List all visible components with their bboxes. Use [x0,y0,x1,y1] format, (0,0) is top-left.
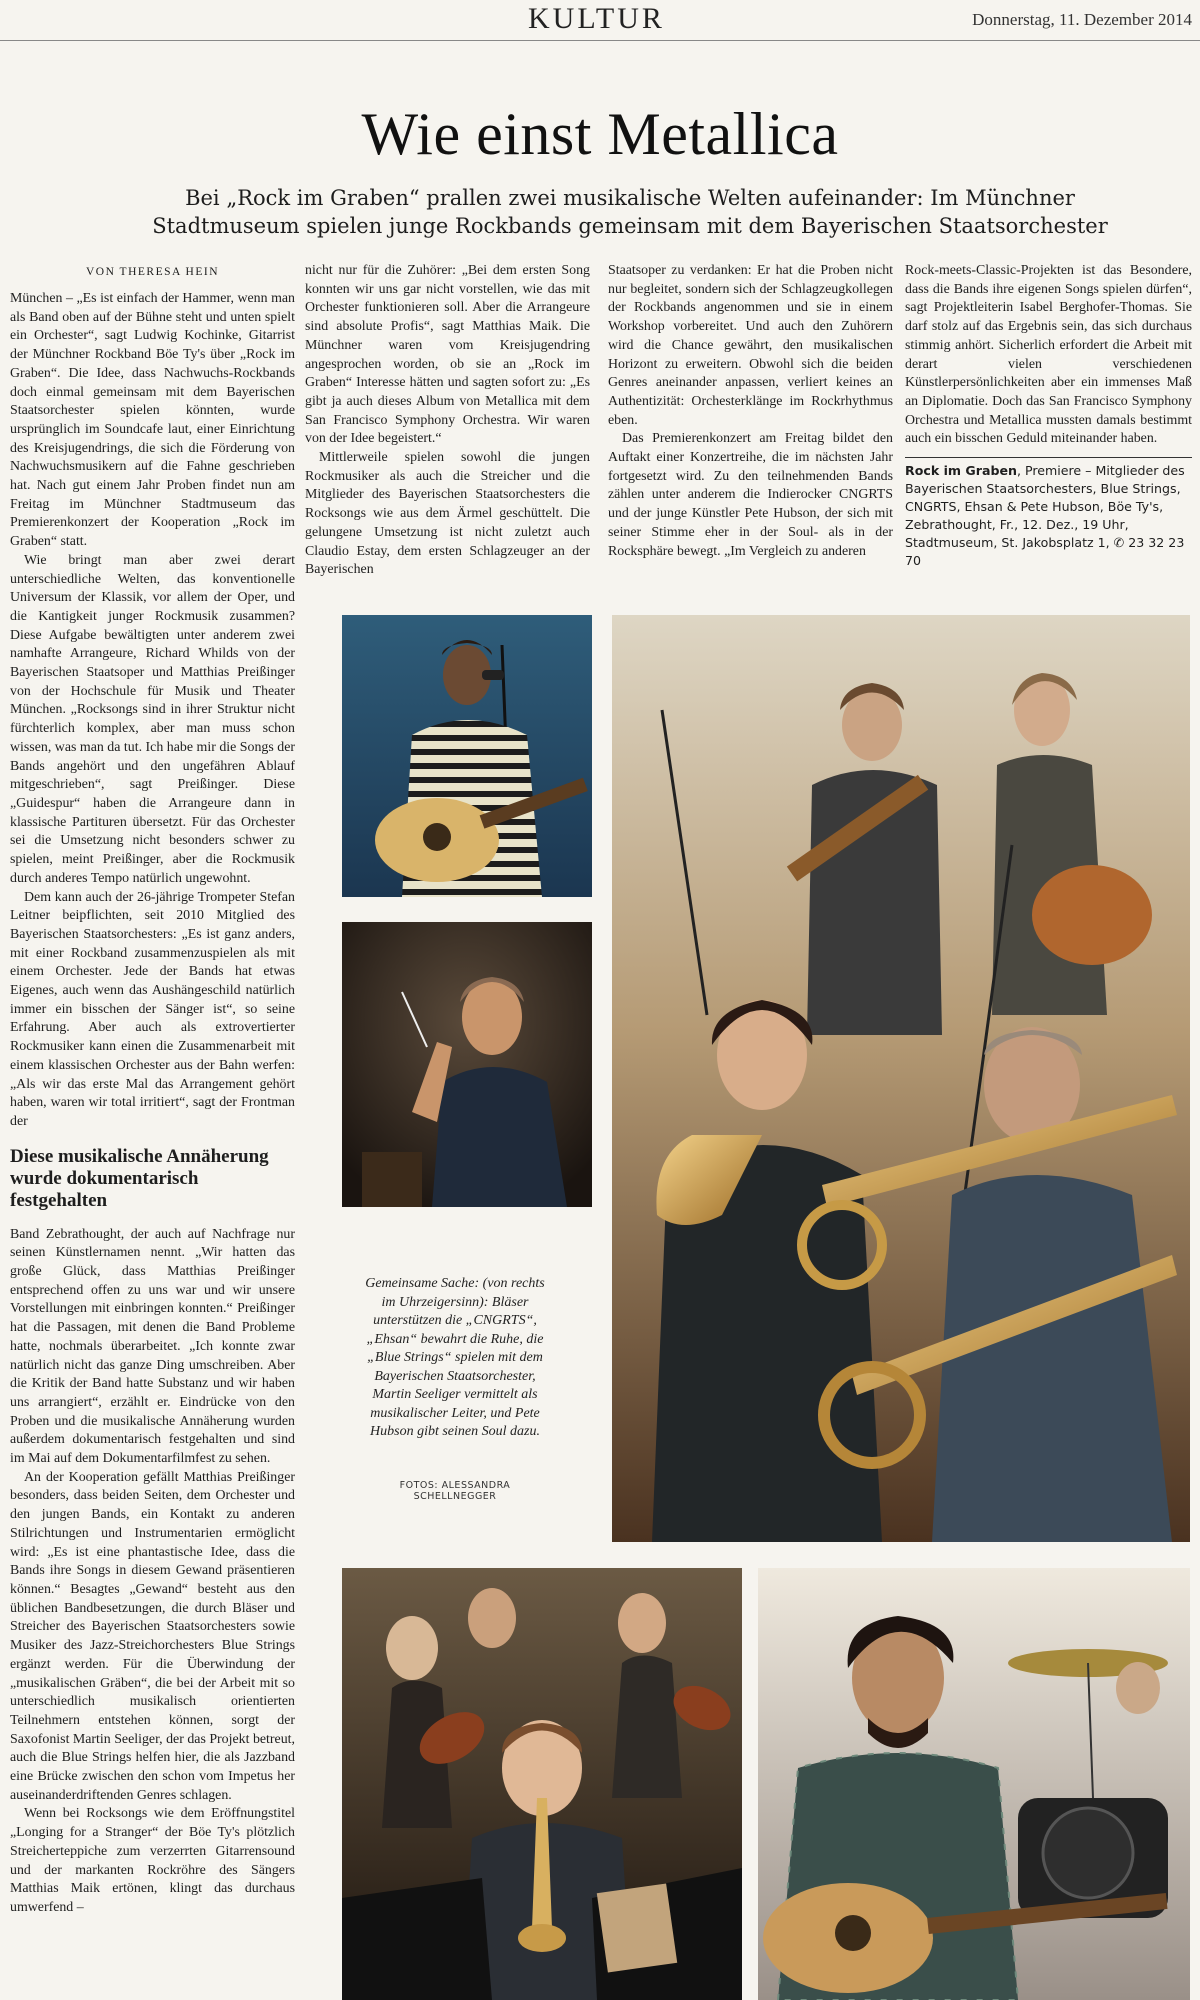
header-rule [0,40,1200,41]
column-4 [905,262,1192,570]
column-2 [305,262,590,580]
infobox-phone: 23 32 23 70 [905,535,1185,569]
paragraph: München – „Es ist einfach der Hammer, wenn man als Band oben auf der Bühne steht und unten spielt ein Orchester“, sagt Ludwig Kochinke, Gitarrist der Münchner Rockband Böe Ty's über „Rock im Graben“. Die Idee, dass Nachwuchs-Rockbands doch einmal gemeinsam mit dem Bayerischen Staatsorchester spielen könnten, wurde ursprünglich im Soundcafe laut, einer Einrichtung des Kreisjugendrings, die sich die Förderung von Nachwuchsmusikern auf die Fahne geschrieben hat. Nach gut einem Jahr Proben findet nun am Freitag im Münchner Stadtmuseum das Premierenkonzert der Kooperation „Rock im Graben“ statt. [10,291,295,550]
article-headline: Wie einst Metallica [361,101,839,167]
photo-credit: FOTOS: ALESSANDRA SCHELLNEGGER [399,1480,511,1502]
paragraph: An der Kooperation gefällt Matthias Preißinger besonders, dass beiden Seiten, dem Orchester und den jungen Bands, ein Kontakt zu anderen Stilrichtungen und Instrumentarien ermöglicht wird: „Es ist eine phantastische Idee, dass die Bands ihre Songs in diesem Gewand präsentieren können.“ Besagtes „Gewand“ besteht aus den üblichen Bandbesetzungen, die durch Bläser und Streicher des Bayerischen Staatsorchesters sowie Musiker des Jazz-Streichorchesters Blue Strings ergänzt werden. Für die Überwindung der „musikalischen Gräben“, die bei der Arbeit mit so unterschiedlich musikalisch orientierten Teilnehmern entstehen können, sorgt der Saxofonist Martin Seeliger, der das Projekt betreut, auch die Blue Strings helfen hier, die als Jazzband eine Brücke zwischen den schon vom Impetus her auseinanderdriftenden Genres schlagen. [10,1469,295,1803]
paragraph: nicht nur für die Zuhörer: „Bei dem ersten Song konnten wir uns gar nicht vorstellen, wie das mit Orchester funktionieren soll. Aber die Arrangeure sind absolute Profis“, sagt Matthias Maik. Die Münchner waren vom Kreisjugendring angesprochen worden, ob sie an „Rock im Graben“ Interesse hätten und sagten sofort zu: „Es gibt ja auch dieses Album von Metallica mit dem San Francisco Symphony Orchestra. Wir waren von der Idee begeistert.“ [305,263,590,447]
column-3 [608,262,893,561]
photo-band-brass [612,615,1190,1542]
infobox-title: Rock im Graben [905,463,1017,479]
infobox-text: , Premiere – Mitglieder des Bayerischen Staatsorchesters, Blue Strings, CNGRTS, Ehsan & Pete Hubson, Böe Ty's, Zebrathought, Fr., 12. Dez., 19 Uhr, Stadtmuseum, St. Jakobsplatz 1, [905,463,1185,551]
paragraph: Mittlerweile spielen sowohl die jungen Rockmusiker als auch die Streicher und die Mitglieder des Bayerischen Staatsorchesters die Rocksongs wie aus dem Ärmel geschüttelt. Die gelungene Umsetzung ist nicht zuletzt auch Claudio Estay, dem ersten Schlagzeuger an der Bayerischen [305,450,590,578]
event-infobox [905,457,1192,570]
crosshead: Diese musikalische Annäherung wurde dokumentarisch festgehalten [10,1145,269,1211]
paragraph: Staatsoper zu verdanken: Er hat die Proben nicht nur begleitet, sondern sich der Schlagzeugkollegen der Rockbands angenommen und sie in einem Workshop vorbereitet. Und auch den Zuhörern wird die Chance gewährt, den musikalischen Horizont zu erweitern. Obwohl sich die beiden Genres aneinander anpassen, verliert keines an Authentizität: Orchesterklänge im Rockrhythmus eben. [608,263,893,428]
article-subheadline: Bei „Rock im Graben“ prallen zwei musikalische Welten aufeinander: Im Münchner Stadtmuseum spielen junge Rockbands gemeinsam mit dem Bayerischen Staatsorchester [152,186,1108,238]
photo-singer-guitar [342,615,592,897]
section-label: KULTUR [528,2,665,35]
byline: VON THERESA HEIN [85,266,220,278]
paragraph: Rock-meets-Classic-Projekten ist das Besondere, dass die Bands ihre eigenen Songs spielen dürfen“, sagt Projektleiterin Isabel Berghofer-Thomas. Sie darf stolz auf das Ergebnis sein, das sich durchaus stimmig anhört. Sicherlich erfordert die Arbeit mit derart vielen verschiedenen Künstlerpersönlichkeiten aber ein immenses Maß an Diplomatie. Doch das San Francisco Symphony Orchestra und Metallica mussten damals bestimmt auch ein bisschen Geduld miteinander haben. [905,263,1192,447]
photo-conductor [342,922,592,1207]
paragraph: Das Premierenkonzert am Freitag bildet den Auftakt einer Konzertreihe, die im nächsten Jahr fortgesetzt wird. Zu den teilnehmenden Bands zählen unter anderem die Indierocker CNGRTS und der junge Künstler Pete Hubson, der sich mit seiner Stimme eher in der Soul- als in der Rocksphäre bewegt. „Im Vergleich zu anderen [608,431,893,559]
issue-date: Donnerstag, 11. Dezember 2014 [972,10,1192,29]
phone-icon: ✆ [1113,535,1125,551]
column-1 [10,290,295,2000]
paragraph: Band Zebrathought, der auch auf Nachfrage nur seinen Künstlernamen nennt. „Wir hatten das große Glück, dass Matthias Preißinger entsprechend offen zu uns war und wir unsere Vorstellungen mit einbringen konnten.“ Preißinger hat die Passagen, mit denen die Band Probleme hatte, nochmals überarbeitet. „Ich konnte zwar natürlich nicht das ganze Ding umschreiben. Aber die Kritik der Band hatte Substanz und wir haben uns arrangiert“, erzählt er. Eindrücke von den Proben und die musikalische Annäherung wurden außerdem dokumentarisch festgehalten und sind im Mai auf dem Dokumentarfilmfest zu sehen. [10,1226,295,1467]
photo-guitarist-drums [758,1568,1190,2000]
paragraph: Dem kann auch der 26-jährige Trompeter Stefan Leitner beipflichten, seit 2010 Mitglied des Bayerischen Staatsorchesters: „Es ist ganz anders, mit einer Rockband zusammenzuspielen als mit einem Orchester. Jede der Bands hat etwas Eigenes, auch wenn das Aushängeschild natürlich immer ein bisschen der Sänger ist“, so seine Erfahrung. Aber auch als extrovertierter Rockmusiker kann einen die Zusammenarbeit mit einem klassischen Orchester aus der Bahn werfen: „Als wir das erste Mal das Arrangement gehört haben, waren wir total irritiert“, sagt der Frontman der [10,889,295,1129]
photo-strings-trumpet [342,1568,742,2000]
paragraph: Wie bringt man aber zwei derart unterschiedliche Welten, das konventionelle Universum der Klassik, vor allem der Oper, und die Kantigkeit junger Rockmusik zusammen? Diese Aufgabe bewältigten unter anderem zwei namhafte Arrangeure, Richard Whilds von der Bayerischen Staatsoper und Matthias Preißinger von der Hochschule für Musik und Theater München. „Rocksongs sind in ihrer Struktur nicht fürchterlich komplex, aber man muss schon wissen, was man da tut. Ich habe mir die Songs der Bands angehört und den ungefähren Ablauf mitgeschrieben“, sagt Preißinger. Diese „Guidespur“ haben die Arrangeure dann in klassische Partituren übersetzt. Für das Orchester sei die Umsetzung nicht besonders schwer zu spielen, meint Preißinger, aber die Rockmusik durch anderes Tempo natürlich ungewohnt. [10,552,295,886]
paragraph: Wenn bei Rocksongs wie dem Eröffnungstitel „Longing for a Stranger“ der Böe Ty's plötzlich Streicherteppiche zum verzerrten Gitarrensound und der markanten Rockröhre des Sängers Matthias Maik ertönen, klingt das durchaus umwerfend – [10,1806,295,1915]
photo-caption: Gemeinsame Sache: (von rechts im Uhrzeigersinn): Bläser unterstützen die „CNGRTS“, „Ehsan“ bewahrt die Ruhe, die „Blue Strings“ spielen mit dem Bayerischen Staatsorchester, Martin Seeliger vermittelt als musikalischer Leiter, und Pete Hubson gibt seinen Soul dazu. [365,1276,545,1439]
